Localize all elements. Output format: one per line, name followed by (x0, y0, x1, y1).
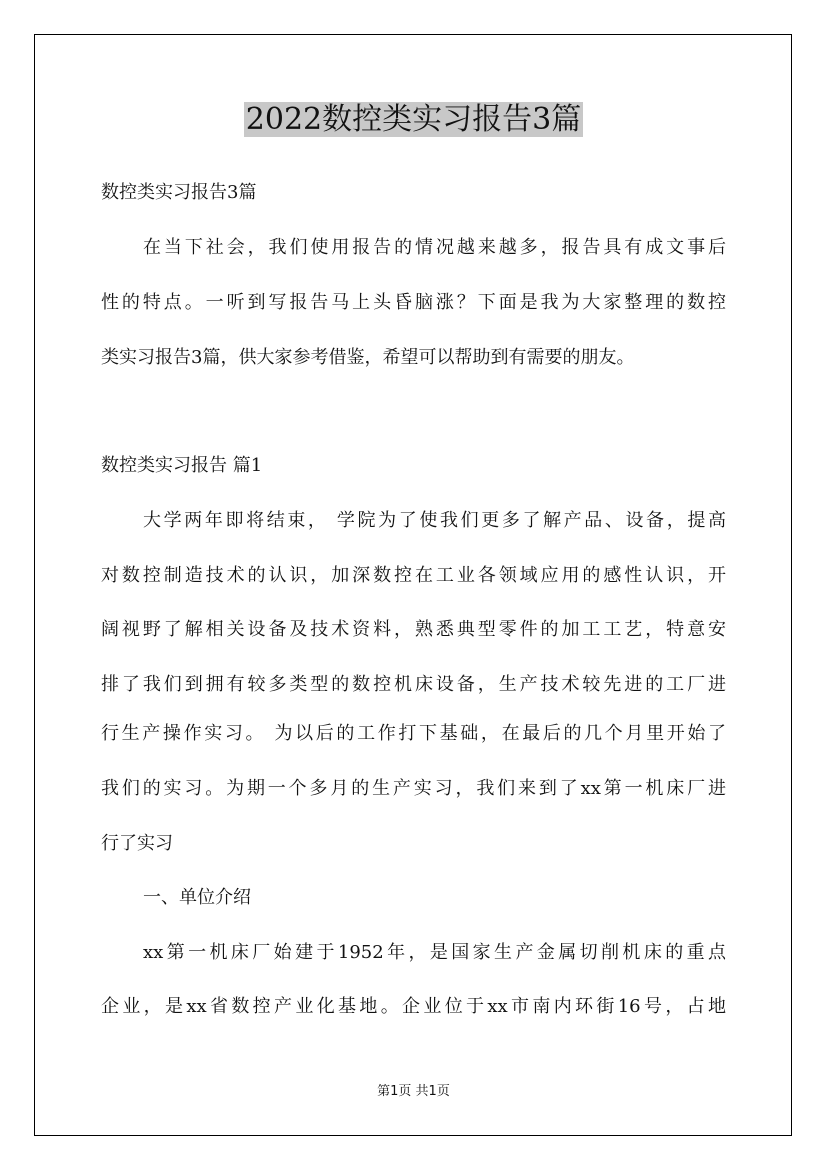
intro-line-2: 性的特点。一听到写报告马上头昏脑涨？下面是我为大家整理的数控 (101, 292, 726, 313)
unit-line-1: xx第一机床厂始建于1952年，是国家生产金属切削机床的重点 (143, 942, 726, 963)
body-line-7: 行了实习 (101, 833, 173, 854)
body-line-6: 我们的实习。为期一个多月的生产实习，我们来到了xx第一机床厂进 (101, 778, 726, 799)
document-title-text: 2022数控类实习报告3篇 (245, 102, 582, 137)
body-line-3: 阔视野了解相关设备及技术资料，熟悉典型零件的加工工艺，特意安 (101, 619, 726, 640)
unit-line-2: 企业，是xx省数控产业化基地。企业位于xx市南内环街16号，占地 (101, 996, 726, 1017)
body-line-4: 排了我们到拥有较多类型的数控机床设备，生产技术较先进的工厂进 (101, 674, 726, 695)
intro-line-3: 类实习报告3篇，供大家参考借鉴，希望可以帮助到有需要的朋友。 (101, 347, 635, 368)
body-line-1: 大学两年即将结束， 学院为了使我们更多了解产品、设备，提高 (143, 510, 726, 531)
unit-subheading: 一、单位介绍 (143, 887, 251, 908)
document-title (0, 98, 827, 142)
body-line-2: 对数控制造技术的认识，加深数控在工业各领域应用的感性认识，开 (101, 565, 726, 586)
page-footer: 第1页 共1页 (377, 1084, 450, 1099)
intro-line-1: 在当下社会，我们使用报告的情况越来越多，报告具有成文事后 (143, 237, 726, 258)
document-subtitle: 数控类实习报告3篇 (101, 182, 257, 203)
section-heading: 数控类实习报告 篇1 (101, 455, 263, 476)
body-line-5: 行生产操作实习。 为以后的工作打下基础，在最后的几个月里开始了 (101, 723, 726, 744)
